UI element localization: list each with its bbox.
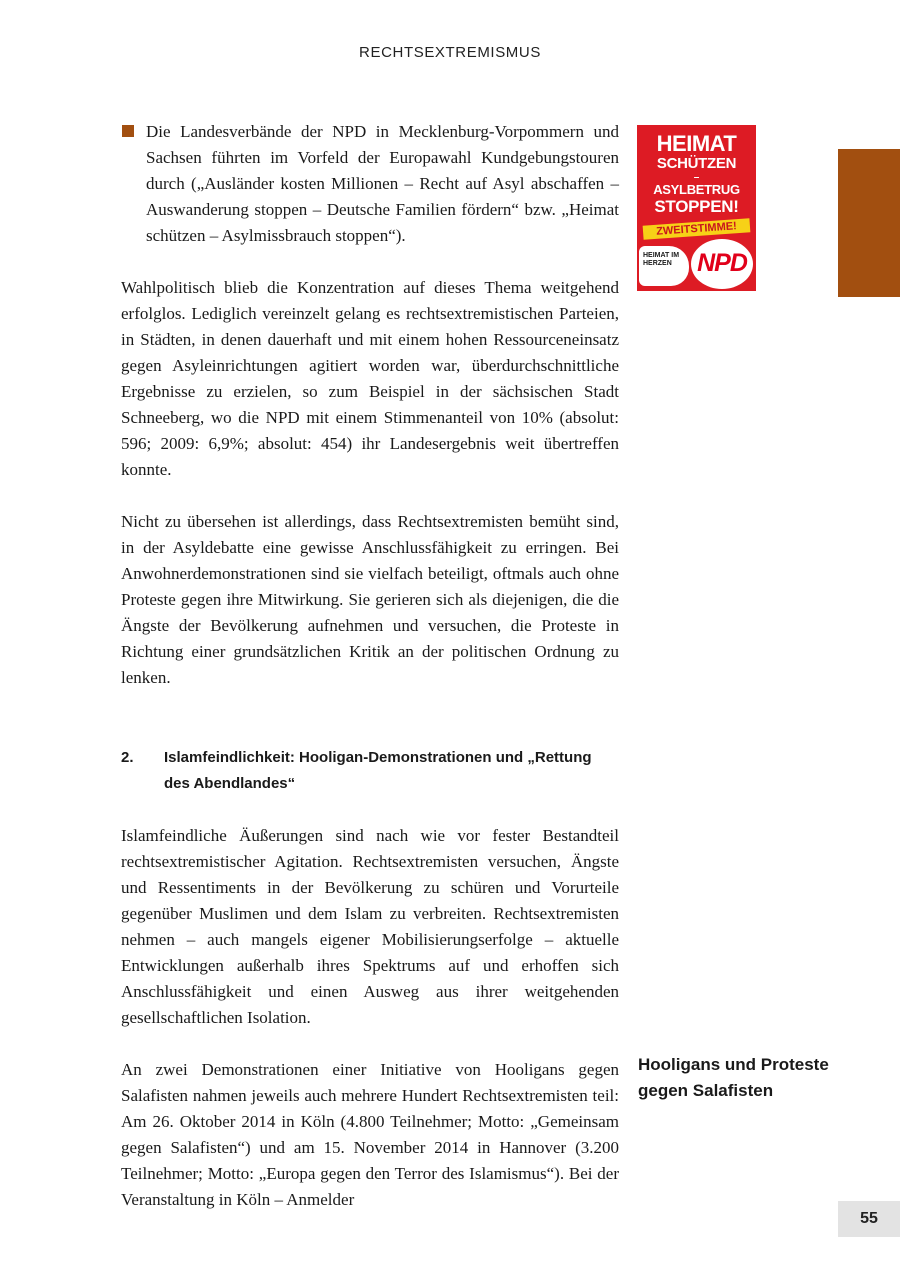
poster-line-3: – bbox=[693, 172, 700, 183]
running-head: RECHTSEXTREMISMUS bbox=[359, 44, 541, 61]
poster-line-5: STOPPEN! bbox=[654, 197, 739, 216]
paragraph-2: Nicht zu übersehen ist allerdings, dass Rechtsextremisten bemüht sind, in der Asyldebatte eine gewisse Anschlussfähigkeit zu erringen. Bei Anwohnerdemonstrationen sind sie vielfach beteiligt, oftmals auch ohne Proteste gegen ihre Mitwirkung. Sie gerieren sich als diejenigen, die die Ängste der Bevölkerung aufnehmen und versuchen, die Proteste in Richtung einer grundsätzlichen Kritik an der politischen Ordnung zu lenken. bbox=[121, 512, 619, 687]
paragraph-4: An zwei Demonstrationen einer Initiative von Hooligans gegen Salafisten nahmen jeweils auch mehrere Hundert Rechtsextremisten teil: Am 26. Oktober 2014 in Köln (4.800 Teilnehmer; Motto: „Gemeinsam gegen Salafisten“) und am 15. November 2014 in Hannover (3.200 Teilnehmer; Motto: „Europa gegen den Terror des Islamismus“). Bei der Veranstaltung in Köln – Anmelder bbox=[121, 1060, 619, 1209]
poster-line-1: HEIMAT bbox=[656, 131, 737, 156]
margin-note: Hooligans und Proteste gegen Salafisten bbox=[638, 1055, 829, 1100]
page-number: 55 bbox=[838, 1201, 900, 1237]
bullet-square-icon bbox=[122, 125, 134, 137]
section-number: 2. bbox=[121, 749, 134, 766]
bullet-item bbox=[121, 119, 619, 249]
poster-line-4: ASYLBETRUG bbox=[653, 182, 740, 197]
section-title: Islamfeindlichkeit: Hooligan-Demonstrationen und „Rettung des Abendlandes“ bbox=[164, 749, 592, 792]
paragraph-1: Wahlpolitisch blieb die Konzentration auf dieses Thema weitgehend erfolglos. Lediglich vereinzelt gelang es rechtsextremistischen Parteien, in Städten, in denen dauerhaft und mit einem hohen Ressourceneinsatz gegen Asyleinrichtungen agitiert worden war, überdurchschnittliche Ergebnisse zu erzielen, so zum Beispiel in der sächsischen Stadt Schneeberg, wo die NPD mit einem Stimmenanteil von 10% (absolut: 596; 2009: 6,9%; absolut: 454) ihr Landesergebnis weit übertreffen konnte. bbox=[121, 278, 619, 479]
poster-line-2: SCHÜTZEN bbox=[656, 155, 737, 172]
poster-npd-logo: NPD bbox=[697, 249, 747, 277]
poster-heart-text: HEIMAT IM HERZEN bbox=[643, 252, 680, 267]
poster-stripe: ZWEITSTIMME! bbox=[643, 218, 751, 239]
chapter-tab bbox=[838, 149, 900, 297]
section-heading bbox=[121, 745, 619, 797]
bullet-text: Die Landesverbände der NPD in Mecklenburg-Vorpommern und Sachsen führten im Vorfeld der Europawahl Kundgebungstouren durch („Ausländer kosten Millionen – Recht auf Asyl abschaffen – Auswanderung stoppen – Deutsche Familien fördern“ bzw. „Heimat schützen – Asylmissbrauch stoppen“). bbox=[146, 122, 619, 245]
paragraph-3: Islamfeindliche Äußerungen sind nach wie vor fester Bestandteil rechtsextremistischer Agitation. Rechtsextremisten versuchen, Ängste und Ressentiments in der Bevölkerung zu schüren und Vorurteile gegenüber Muslimen und dem Islam zu verbreiten. Rechtsextremisten nehmen – auch mangels eigener Mobilisierungserfolge – aktuelle Entwicklungen außerhalb ihres Spektrums auf und erhoffen sich Anschlussfähigkeit und einen Ausweg aus ihrer weitgehenden gesellschaftlichen Isolation. bbox=[121, 826, 619, 1027]
main-text bbox=[121, 119, 619, 1213]
npd-poster-image bbox=[637, 125, 756, 291]
